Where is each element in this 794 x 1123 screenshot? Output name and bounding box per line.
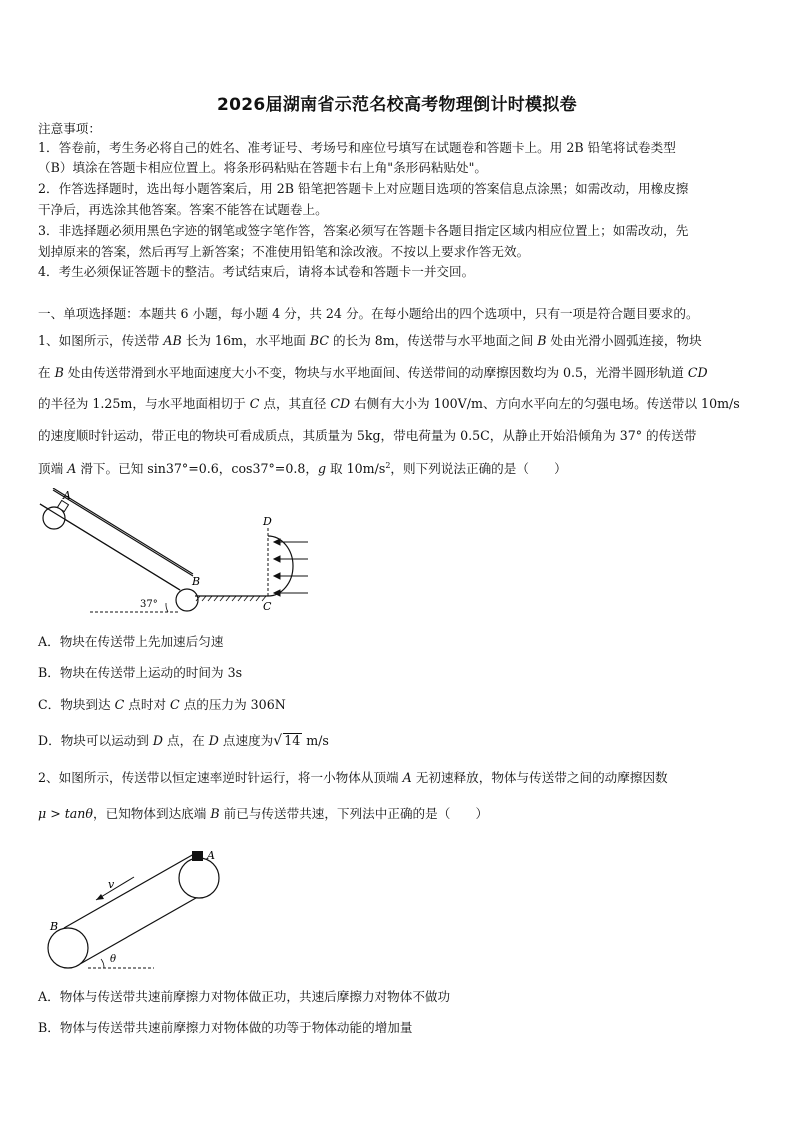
q1-stem-line2: 在 B 处由传送带滑到水平地面速度大小不变，物块与水平地面间、传送带间的动摩擦因数均为 0.5，光滑半圆形轨道 CD [38, 365, 708, 380]
belt-pulley-bottom [48, 928, 88, 968]
q2-stem-line1: 2、如图所示，传送带以恒定速率逆时针运行，将一小物体从顶端 A 无初速释放，物体与传送带之间的动摩擦因数 [38, 770, 668, 785]
label-a: A [63, 489, 71, 502]
q1-option-a: A．物块在传送带上先加速后匀速 [38, 634, 224, 649]
q1-stem-line1: 1、如图所示，传送带 AB 长为 16m，水平地面 BC 的长为 8m，传送带与水平地面之间 B 处由光滑小圆弧连接，物块 [38, 333, 702, 348]
q1-stem-line3: 的半径为 1.25m，与水平地面相切于 C 点，其直径 CD 右侧有大小为 100V/m、方向水平向左的匀强电场。传送带以 10m/s [38, 396, 740, 411]
notice-item-4: 4．考生必须保证答题卡的整洁。考试结束后，请将本试卷和答题卡一并交回。 [38, 264, 475, 279]
q2-option-b: B．物体与传送带共速前摩擦力对物体做的功等于物体动能的增加量 [38, 1020, 413, 1035]
theta-label: θ [110, 954, 117, 965]
electric-field-arrows [274, 539, 308, 596]
label-v: v [108, 878, 115, 891]
page-title: 2026届湖南省示范名校高考物理倒计时模拟卷 [217, 95, 577, 115]
notice-item-2: 2．作答选择题时，选出每小题答案后，用 2B 铅笔把答题卡上对应题目选项的答案信息点涂黑；如需改动，用橡皮擦 [38, 181, 689, 196]
q2-figure [44, 844, 234, 972]
q1-option-c: C．物块到达 C 点时对 C 点的压力为 306N [38, 697, 286, 712]
label-b: B [192, 575, 201, 588]
q1-stem-line5: 顶端 A 滑下。已知 sin37°=0.6，cos37°=0.8，g 取 $10m/s^2$，则下列说法正确的是（ ） [38, 461, 567, 477]
mu-condition: μ > tanθ [38, 806, 94, 821]
notice-item-3-cont: 划掉原来的答案，然后再写上新答案；不准使用铅笔和涂改液。不按以上要求作答无效。 [38, 244, 530, 259]
label-b: B [50, 920, 59, 933]
belt-pulley-bottom [176, 589, 198, 611]
notice-item-1-cont: （B）填涂在答题卡相应位置上。将条形码粘贴在答题卡右上角"条形码粘贴处"。 [38, 160, 488, 175]
block-a [192, 851, 203, 861]
label-d: D [263, 515, 272, 528]
notice-item-1: 1．答卷前，考生务必将自己的姓名、准考证号、考场号和座位号填写在试题卷和答题卡上。用 2B 铅笔将试卷类型 [38, 140, 676, 155]
q1-option-d: D．物块可以运动到 D 点，在 D 点速度为√ 14 m/s [38, 733, 329, 749]
sqrt-value: 14 [284, 733, 301, 748]
notice-heading: 注意事项： [38, 121, 101, 136]
angle-label: 37° [140, 599, 158, 610]
q1-option-b: B．物块在传送带上运动的时间为 3s [38, 665, 243, 680]
label-c: C [263, 600, 272, 613]
label-a: A [207, 849, 215, 862]
section-heading: 一、单项选择题：本题共 6 小题，每小题 4 分，共 24 分。在每小题给出的四个选项中，只有一项是符合题目要求的。 [38, 306, 699, 321]
q1-stem-line4: 的速度顺时针运动，带正电的物块可看成质点，其质量为 5kg，带电荷量为 0.5C，从静止开始沿倾角为 37° 的传送带 [38, 428, 697, 443]
q2-stem-line2: μ > tanθ，已知物体到达底端 B 前已与传送带共速，下列法中正确的是（ ） [38, 806, 489, 821]
q1-figure [30, 488, 330, 623]
q2-option-a: A．物体与传送带共速前摩擦力对物体做正功，共速后摩擦力对物体不做功 [38, 989, 451, 1004]
notice-item-3: 3．非选择题必须用黑色字迹的钢笔或签字笔作答，答案必须写在答题卡各题目指定区域内相应位置上；如需改动，先 [38, 223, 689, 238]
notice-item-2-cont: 干净后，再选涂其他答案。答案不能答在试题卷上。 [38, 202, 328, 217]
belt-pulley-top [179, 858, 219, 898]
